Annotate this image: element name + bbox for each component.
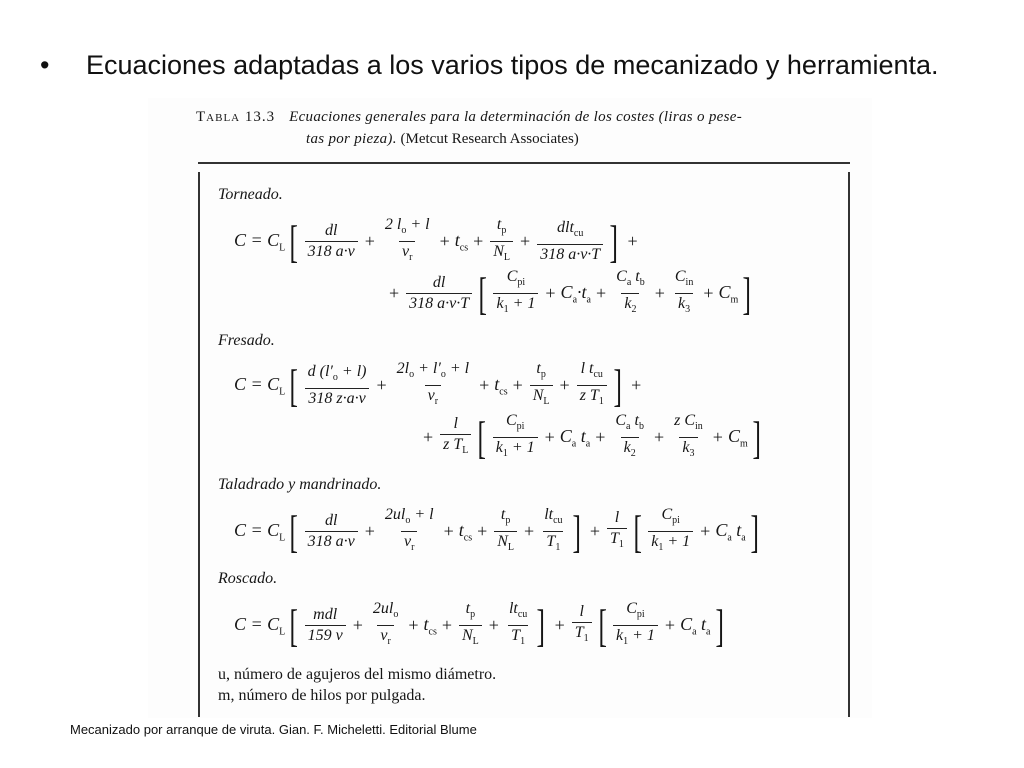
- bullet-text: Ecuaciones adaptadas a los varios tipos de mecanizado y herramienta.: [86, 50, 939, 80]
- equation-taladrado: $C = C_L$ [ $\frac{dl}{318 a\cdot v}$ + $\frac{2ul_o + l}{v_r}$ + $t_{cs}$ + $\frac{t_p}{N_L}$ + $\frac{lt_{cu}}{T_1}$ ] + $\frac{l}{T_1}$ [ $\frac{C_{pi}}{k_1 + 1}$ + $C_a$ $t_a$ ]: [234, 505, 759, 557]
- section-torneado: Torneado.: [218, 186, 283, 203]
- equation-roscado: $C = C_L$ [ $\frac{\text{mdl}}{159 v}$ + $\frac{2ul_o}{v_r}$ + $t_{cs}$ + $\frac{t_p}{N_L}$ + $\frac{lt_{cu}}{T_1}$ ] + $\frac{l}{T_1}$ [ $\frac{C_{pi}}{k_1 + 1}$ + $C_a$ $t_a$ ]: [234, 599, 724, 651]
- table-number: Tabla 13.3: [196, 109, 276, 125]
- source-caption: Mecanizado por arranque de viruta. Gian. F. Micheletti. Editorial Blume: [70, 722, 477, 737]
- equations-table: [198, 162, 850, 717]
- table-heading: [196, 106, 856, 150]
- bullet-dot: •: [40, 50, 50, 80]
- note-m: m, número de hilos por pulgada.: [218, 687, 426, 704]
- equation-torneado-line-2: + $\frac{dl}{318 a\cdot v\cdot T}$ [ $\frac{C_{pi}}{k_1 + 1}$ + $C_a\cdot t_a$ + $\frac{C_a t_b}{k_2}$ + $\frac{C_{in}}{k_3}$ + $C_m$ ]: [389, 267, 752, 319]
- equation-fresado-line-1: $C = C_L$ [ $\frac{d (l'_o + l)}{318 z\cdot a\cdot v}$ + $\frac{2l_o + l'_o + l}{v_r}$ + $t_{cs}$ + $\frac{t_p}{N_L}$ + $\frac{l t_{cu}}{z T_1}$ ] +: [234, 359, 642, 411]
- table-title-line-1: Ecuaciones generales para la determinación de los costes (liras o pese-: [289, 109, 742, 125]
- equation-fresado-line-2: + $\frac{l}{z T_L}$ [ $\frac{C_{pi}}{k_1 + 1}$ + $C_a$ $t_a$ + $\frac{C_a t_b}{k_2}$ + $\frac{z C_{in}}{k_3}$ + $C_m$ ]: [423, 411, 761, 463]
- table-title-source: (Metcut Research Associates): [400, 131, 579, 147]
- note-u: u, número de agujeros del mismo diámetro.: [218, 666, 497, 683]
- equation-torneado-line-1: $C = C_L$ [ $\frac{dl}{318 a\cdot v}$ + $\frac{2 l_o + l}{v_r}$ + $t_{cs}$ + $\frac{t_p}{N_L}$ + $\frac{dlt_{cu}}{318 a\cdot v\cdot T}$ ] +: [234, 215, 638, 267]
- section-taladrado: Taladrado y mandrinado.: [218, 476, 382, 493]
- bullet-point: [40, 50, 939, 81]
- table-title-line-2: tas por pieza).: [306, 131, 397, 147]
- scanned-table-image: [148, 98, 872, 718]
- table-notes: [218, 664, 496, 706]
- section-fresado: Fresado.: [218, 332, 275, 349]
- section-roscado: Roscado.: [218, 570, 278, 587]
